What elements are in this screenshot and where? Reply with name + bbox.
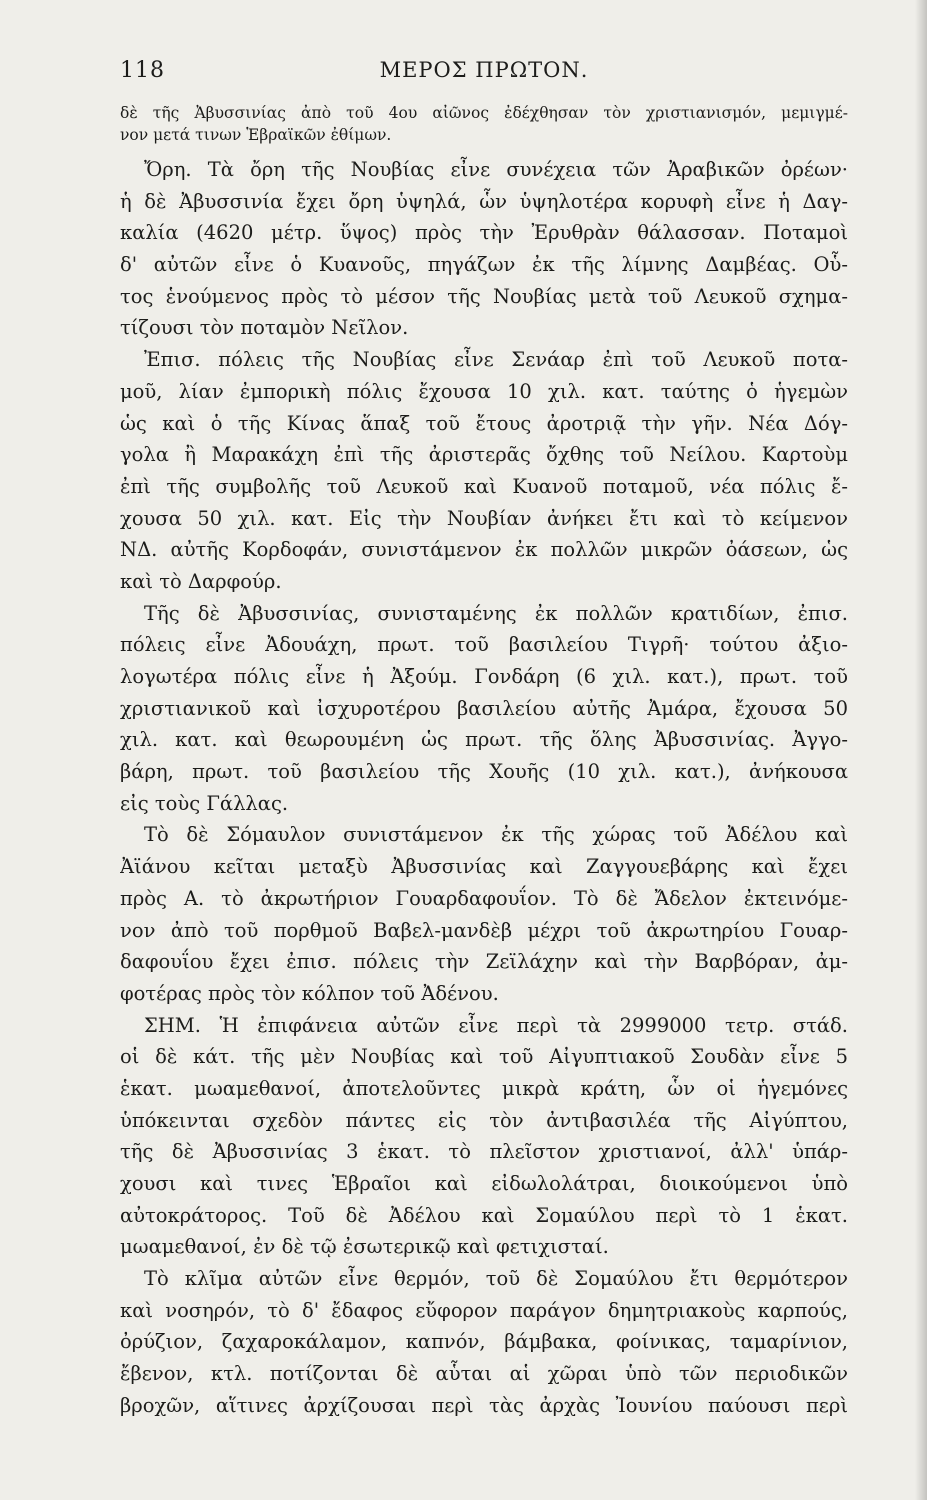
text-line: καὶ νοσηρόν, τὸ δ' ἔδαφος εὔφορον παράγον δημητριακοὺς καρπούς, (120, 1298, 848, 1322)
page-header (120, 58, 848, 92)
page-number: 118 (120, 58, 165, 83)
text-line: ἡ δὲ Ἀβυσσινία ἔχει ὄρη ὑψηλά, ὧν ὑψηλοτέρα κορυφὴ εἶνε ἡ Δαγ- (120, 189, 848, 213)
text-line: μοῦ, λίαν ἐμπορικὴ πόλις ἔχουσα 10 χιλ. κατ. ταύτης ὁ ἡγεμὼν (120, 379, 848, 403)
text-line: δὲ τῆς Ἀβυσσινίας ἀπὸ τοῦ 4ου αἰῶνος ἐδέχθησαν τὸν χριστιανισμόν, μεμιγμέ- (120, 104, 848, 122)
text-line: ΝΔ. αὐτῆς Κορδοφάν, συνιστάμενον ἐκ πολλῶν μικρῶν ὀάσεων, ὡς (120, 538, 848, 562)
text-line: νον ἀπὸ τοῦ πορθμοῦ Βαβελ-μανδὲβ μέχρι τοῦ ἀκρωτηρίου Γουαρ- (120, 918, 848, 942)
text-line: καὶ τὸ Δαρφούρ. (120, 569, 282, 593)
text-line: πρὸς Α. τὸ ἀκρωτήριον Γουαρδαφουΐον. Τὸ δὲ Ἄδελον ἐκτεινόμε- (120, 886, 848, 910)
text-line: αὐτοκράτορος. Τοῦ δὲ Ἀδέλου καὶ Σομαύλου περὶ τὸ 1 ἑκατ. (120, 1203, 848, 1227)
text-line: Τὸ δὲ Σόμαυλον συνιστάμενον ἐκ τῆς χώρας τοῦ Ἀδέλου καὶ (144, 823, 848, 847)
text-line: ὡς καὶ ὁ τῆς Κίνας ἅπαξ τοῦ ἔτους ἀροτριᾷ τὴν γῆν. Νέα Δόγ- (120, 411, 848, 435)
text-line: χιλ. κατ. καὶ θεωρουμένη ὡς πρωτ. τῆς ὅλης Ἀβυσσινίας. Ἀγγο- (120, 728, 848, 752)
text-line: ΣΗΜ. Ἡ ἐπιφάνεια αὐτῶν εἶνε περὶ τὰ 2999000 τετρ. στάδ. (144, 1013, 848, 1037)
text-line: χουσι καὶ τινες Ἑβραῖοι καὶ εἰδωλολάτραι, διοικούμενοι ὑπὸ (120, 1172, 848, 1195)
text-line: καλία (4620 μέτρ. ὕψος) πρὸς τὴν Ἐρυθρὰν θάλασσαν. Ποταμοὶ (120, 221, 848, 245)
text-line: τίζουσι τὸν ποταμὸν Νεῖλον. (120, 316, 409, 340)
text-line: οἱ δὲ κάτ. τῆς μὲν Νουβίας καὶ τοῦ Αἰγυπτιακοῦ Σουδὰν εἶνε 5 (120, 1045, 848, 1069)
text-line: ἑκατ. μωαμεθανοί, ἀποτελοῦντες μικρὰ κράτη, ὧν οἱ ἡγεμόνες (120, 1076, 848, 1100)
text-line: Ὄρη. Τὰ ὄρη τῆς Νουβίας εἶνε συνέχεια τῶν Ἀραβικῶν ὀρέων· (144, 158, 848, 181)
text-line: μωαμεθανοί, ἐν δὲ τῷ ἐσωτερικῷ καὶ φετιχισταί. (120, 1235, 609, 1259)
running-title: ΜΕΡΟΣ ΠΡΩΤΟΝ. (379, 58, 589, 82)
page-edge-shadow (915, 0, 927, 1500)
text-line: χριστιανικοῦ καὶ ἰσχυροτέρου βασιλείου αὐτῆς Ἀμάρα, ἔχουσα 50 (120, 696, 848, 720)
text-line: Ἐπισ. πόλεις τῆς Νουβίας εἶνε Σενάαρ ἐπὶ τοῦ Λευκοῦ ποτα- (144, 348, 848, 372)
text-line: νον μετά τινων Ἑβραϊκῶν ἐθίμων. (120, 126, 392, 144)
text-line: πόλεις εἶνε Ἀδουάχη, πρωτ. τοῦ βασιλείου Τιγρῆ· τούτου ἀξιο- (120, 633, 848, 657)
text-line: Τῆς δὲ Ἀβυσσινίας, συνισταμένης ἐκ πολλῶν κρατιδίων, ἐπισ. (144, 601, 848, 625)
body-text (120, 102, 848, 1422)
text-line: τος ἑνούμενος πρὸς τὸ μέσον τῆς Νουβίας μετὰ τοῦ Λευκοῦ σχημα- (120, 284, 848, 308)
text-line: γολα ἢ Μαρακάχη ἐπὶ τῆς ἀριστερᾶς ὄχθης τοῦ Νείλου. Καρτοὺμ (120, 443, 848, 467)
text-line: ὀρύζιον, ζαχαροκάλαμον, καπνόν, βάμβακα, φοίνικας, ταμαρίνιον, (120, 1330, 848, 1354)
text-line: χουσα 50 χιλ. κατ. Εἰς τὴν Νουβίαν ἀνήκει ἔτι καὶ τὸ κείμενον (120, 506, 848, 530)
text-line: δ' αὐτῶν εἶνε ὁ Κυανοῦς, πηγάζων ἐκ τῆς λίμνης Δαμβέας. Οὗ- (120, 253, 848, 277)
text-line: ἔβενον, κτλ. ποτίζονται δὲ αὗται αἱ χῶραι ὑπὸ τῶν περιοδικῶν (120, 1362, 848, 1386)
text-line: βροχῶν, αἵτινες ἀρχίζουσαι περὶ τὰς ἀρχὰς Ἰουνίου παύουσι περὶ (120, 1393, 848, 1417)
text-line: ὑπόκεινται σχεδὸν πάντες εἰς τὸν ἀντιβασιλέα τῆς Αἰγύπτου, (120, 1108, 848, 1132)
text-line: βάρη, πρωτ. τοῦ βασιλείου τῆς Χουῆς (10 χιλ. κατ.), ἀνήκουσα (120, 760, 848, 784)
text-line: λογωτέρα πόλις εἶνε ἡ Ἀξούμ. Γονδάρη (6 χιλ. κατ.), πρωτ. τοῦ (120, 665, 848, 688)
text-line: δαφουΐου ἔχει ἐπισ. πόλεις τὴν Ζεϊλάχην καὶ τὴν Βαρβόραν, ἀμ- (120, 950, 848, 974)
text-line: φοτέρας πρὸς τὸν κόλπον τοῦ Ἀδένου. (120, 981, 499, 1005)
text-line: Τὸ κλῖμα αὐτῶν εἶνε θερμόν, τοῦ δὲ Σομαύλου ἔτι θερμότερον (144, 1267, 848, 1291)
text-line: τῆς δὲ Ἀβυσσινίας 3 ἑκατ. τὸ πλεῖστον χριστιανοί, ἀλλ' ὑπάρ- (120, 1140, 848, 1164)
text-line: εἰς τοὺς Γάλλας. (120, 791, 289, 815)
text-line: ἐπὶ τῆς συμβολῆς τοῦ Λευκοῦ καὶ Κυανοῦ ποταμοῦ, νέα πόλις ἔ- (120, 474, 848, 498)
text-line: Ἀϊάνου κεῖται μεταξὺ Ἀβυσσινίας καὶ Ζαγγουεβάρης καὶ ἔχει (120, 855, 848, 879)
